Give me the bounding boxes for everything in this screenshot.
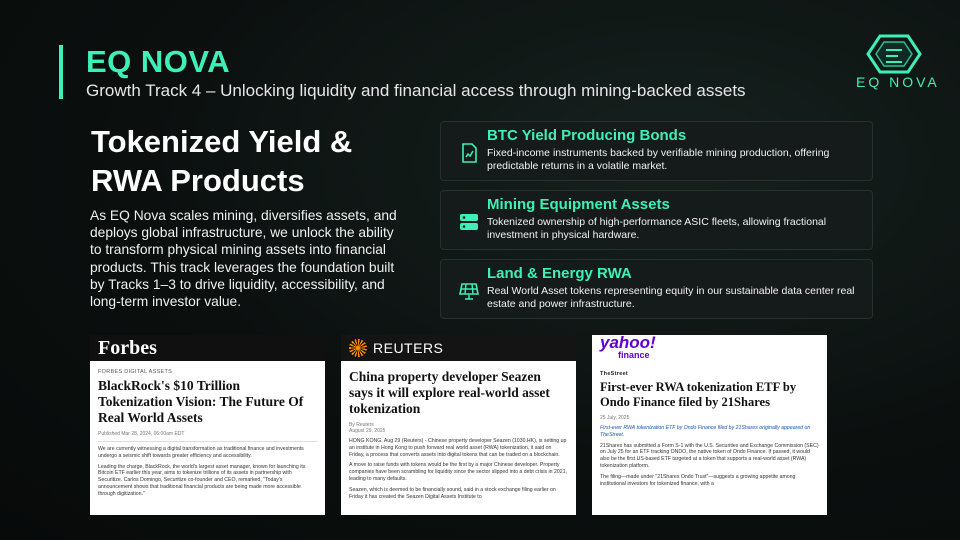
page-subtitle: Growth Track 4 – Unlocking liquidity and financial access through mining-backed assets <box>86 81 746 100</box>
article-paragraph[interactable]: First-ever RWA tokenization ETF by Ondo Finance filed by 21Shares originally appeared on TheStreet. <box>600 425 811 438</box>
article-source: TheStreet <box>600 371 629 377</box>
feature-title: BTC Yield Producing Bonds <box>487 127 687 144</box>
forbes-masthead: Forbes <box>90 335 325 361</box>
main-headline <box>91 122 421 200</box>
feature-title: Land & Energy RWA <box>487 265 632 282</box>
intro-paragraph: As EQ Nova scales mining, diversifies assets, and deploys global infrastructure, we unlock the ability to transform physical mining assets into financial products. This track leverages the foundation built by Tracks 1–3 to drive liquidity, accessibility, and long-term investor value. <box>90 208 397 310</box>
article-paragraph: Leading the charge, BlackRock, the world's largest asset manager, known for launching its Bitcoin ETF earlier this year, aims to tokenize trillions of its assets in partnership with Securitize. Carlos Domingo, Securitize co-founder and CEO, remarked, "Today's announcement shows that traditional financial products are being made more accessible through digitization." <box>98 463 306 497</box>
article-meta: Published Mar 28, 2024, 06:00am EDT <box>98 431 185 437</box>
solar-panel-icon <box>458 280 480 302</box>
yahoo-finance-label: finance <box>618 350 650 360</box>
title-accent-bar <box>59 45 63 99</box>
reuters-masthead <box>341 335 576 361</box>
feature-description: Real World Asset tokens representing equity in our sustainable data center real estate and power infrastructure. <box>487 285 855 310</box>
article-paragraph: HONG KONG, Aug 29 (Reuters) - Chinese property developer Seazen (1030.HK), is setting up an institute in Hong Kong to push forward real world asset (RWA) tokenization, it said on Friday, a process that converts assets into digital tokens that can be traded on a blockchain. <box>349 438 567 458</box>
article-paragraph: 21Shares has submitted a Form S-1 with the U.S. Securities and Exchange Commission (SEC) on July 25 for an ETF tracking ONDO, the native token of Ondo Finance. If passed, it would also be the first US-based ETF targeted at a token that supports a real-world asset (RWA) tokenization platform. <box>600 442 819 469</box>
brand-title: EQ NOVA <box>86 44 231 79</box>
article-title[interactable]: First-ever RWA tokenization ETF by Ondo Finance filed by 21Shares <box>600 380 797 409</box>
article-date: August 29, 2025 <box>349 428 386 434</box>
article-paragraph: The filing—made under "21Shares Ondo Trust"—suggests a growing appetite among institutional investors for tokenized finance, with a <box>600 473 796 487</box>
feature-title: Mining Equipment Assets <box>487 196 670 213</box>
yahoo-logo: yahoo! <box>600 335 656 352</box>
article-tag: FORBES DIGITAL ASSETS <box>98 369 173 375</box>
divider <box>98 441 317 442</box>
feature-description: Fixed-income instruments backed by verifiable mining production, offering predictable returns in a volatile market. <box>487 147 830 172</box>
article-title[interactable]: BlackRock's $10 Trillion Tokenization Vision: The Future Of Real World Assets <box>98 378 304 425</box>
article-card-yahoo-finance[interactable] <box>592 335 827 515</box>
server-rack-icon <box>458 211 480 233</box>
article-title[interactable]: China property developer Seazen says it will explore real-world asset tokenization <box>349 369 550 416</box>
article-date: 25 July, 2025 <box>600 415 630 421</box>
logo-wordmark: EQ NOVA <box>856 74 940 90</box>
bond-document-icon <box>458 142 480 164</box>
reuters-wordmark: REUTERS <box>373 340 444 356</box>
headline-line-1: Tokenized Yield & <box>91 124 353 159</box>
article-byline: By Reuters <box>349 422 374 428</box>
feature-description: Tokenized ownership of high-performance ASIC fleets, allowing fractional investment in physical hardware. <box>487 216 827 241</box>
feature-card-mining-equipment <box>440 190 873 250</box>
reuters-logo-icon <box>349 339 367 357</box>
yahoo-finance-masthead <box>592 335 827 365</box>
article-paragraph: We are currently witnessing a digital transformation as traditional finance and investments undergo a seismic shift towards greater efficiency and accessibility. <box>98 446 304 459</box>
feature-card-btc-bonds <box>440 121 873 181</box>
article-paragraph: A move to raise funds with tokens would be the first by a major Chinese developer. Property companies have been scrambling for liquidity since the sector slipped into a debt crisis in 2021, leading to many defaults. <box>349 462 567 482</box>
feature-card-land-energy <box>440 259 873 319</box>
article-card-reuters[interactable] <box>341 335 576 515</box>
article-paragraph: Seazen, which is deemed to be financially sound, said in a stock exchange filing earlier on Friday it has created the Seazen Digital Assets Institute to <box>349 486 556 500</box>
headline-line-2: RWA Products <box>91 163 305 198</box>
article-card-forbes[interactable] <box>90 335 325 515</box>
